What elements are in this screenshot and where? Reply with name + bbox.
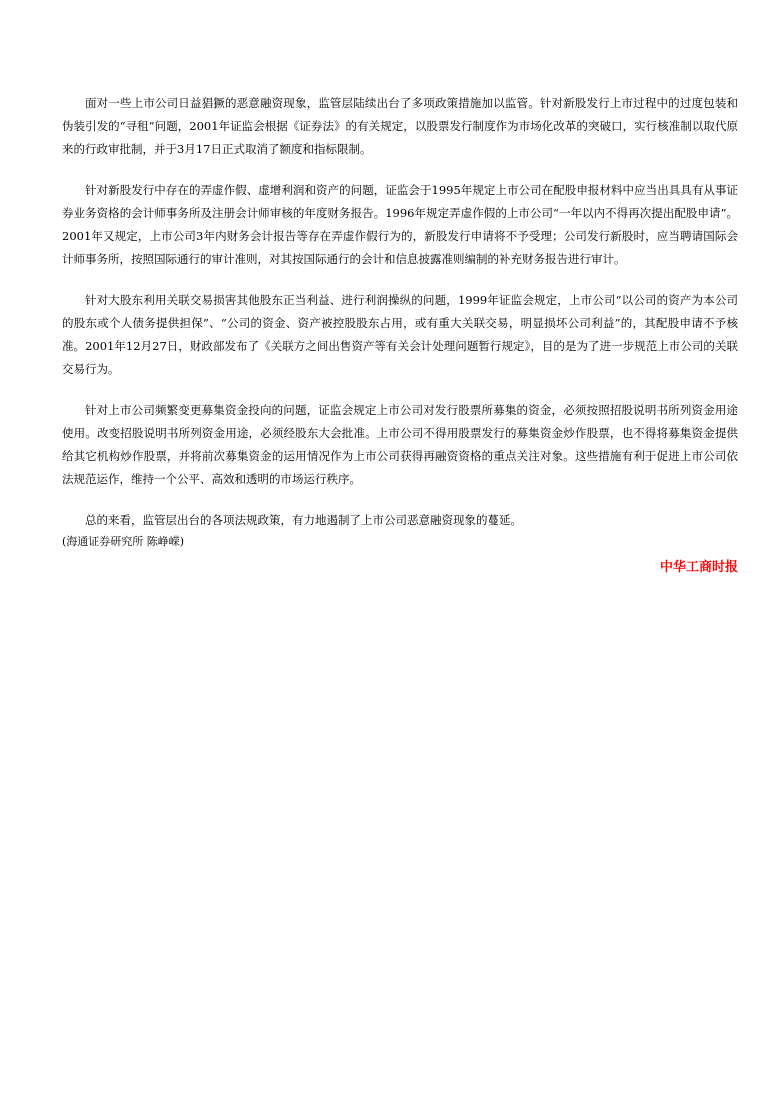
article-source: 中华工商时报 xyxy=(659,560,738,575)
paragraph-gap xyxy=(62,381,738,399)
paragraph-gap xyxy=(62,271,738,289)
article xyxy=(62,92,738,578)
paragraph-gap xyxy=(62,491,738,509)
article-paragraph-4: 针对上市公司频繁变更募集资金投向的问题，证监会规定上市公司对发行股票所募集的资金，必须按照招股说明书所列资金用途使用。改变招股说明书所列资金用途，必须经股东大会批准。上市公司不得用股票发行的募集资金炒作股票，也不得将募集资金提供给其它机构炒作股票，并将前次募集资金的运用情况作为上市公司获得再融资资格的重点关注对象。这些措施有利于促进上市公司依法规范运作，维持一个公平、高效和透明的市场运行秩序。 xyxy=(62,403,738,486)
article-paragraph-1: 面对一些上市公司日益猖獗的恶意融资现象，监管层陆续出台了多项政策措施加以监管。针对新股发行上市过程中的过度包装和伪装引发的“寻租”问题，2001年证监会根据《证券法》的有关规定，以股票发行制度作为市场化改革的突破口，实行核准制以取代原来的行政审批制，并于3月17日正式取消了额度和指标限制。 xyxy=(62,96,738,156)
article-byline: (海通证券研究所 陈峥嵘) xyxy=(62,535,185,548)
article-paragraph-5: 总的来看，监管层出台的各项法规政策，有力地遏制了上市公司恶意融资现象的蔓延。 xyxy=(85,513,522,527)
article-paragraph-2: 针对新股发行中存在的弄虚作假、虚增利润和资产的问题，证监会于1995年规定上市公司在配股申报材料中应当出具具有从事证券业务资格的会计师事务所及注册会计师审核的年度财务报告。1996年规定弄虚作假的上市公司“一年以内不得再次提出配股申请”。2001年又规定，上市公司3年内财务会计报告等存在弄虚作假行为的，新股发行申请将不予受理；公司发行新股时，应当聘请国际会计师事务所，按照国际通行的审计准则，对其按国际通行的会计和信息披露准则编制的补充财务报告进行审计。 xyxy=(62,183,738,266)
article-paragraph-3: 针对大股东利用关联交易损害其他股东正当利益、进行利润操纵的问题，1999年证监会规定，上市公司“以公司的资产为本公司的股东或个人债务提供担保”、“公司的资金、资产被控股股东占用，或有重大关联交易，明显损坏公司利益”的，其配股申请不予核准。2001年12月27日，财政部发布了《关联方之间出售资产等有关会计处理问题暂行规定》，目的是为了进一步规范上市公司的关联交易行为。 xyxy=(62,293,738,376)
paragraph-gap xyxy=(62,161,738,179)
